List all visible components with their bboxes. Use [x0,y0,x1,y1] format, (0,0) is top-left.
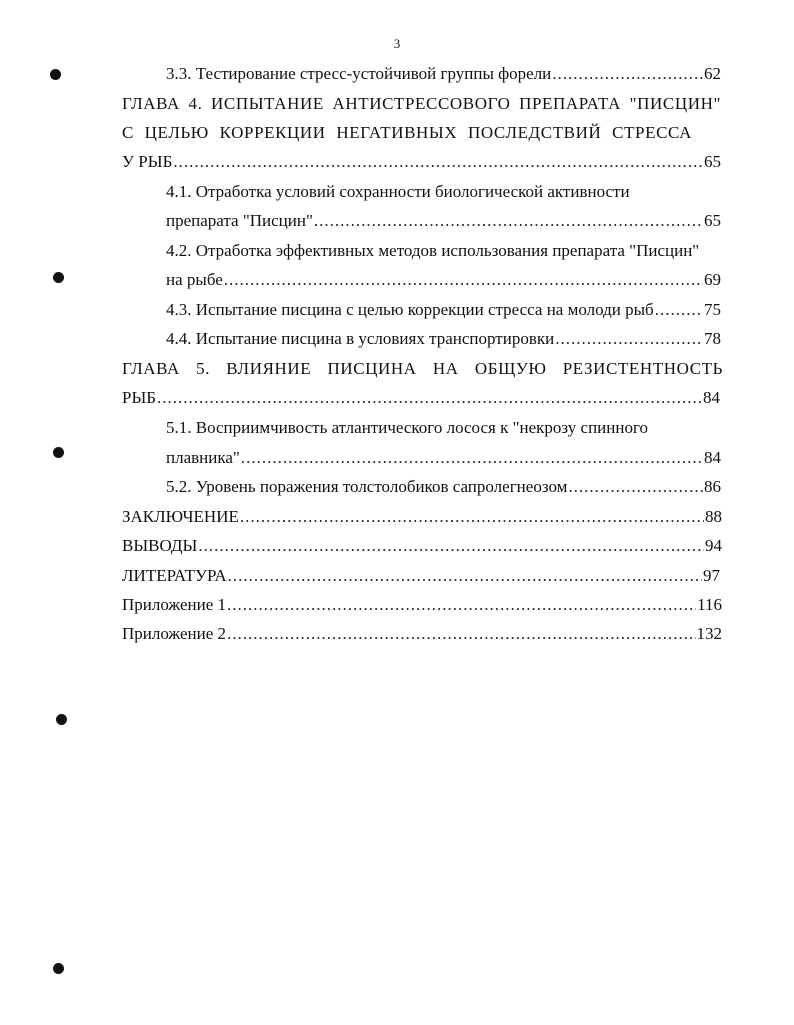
toc-entry-page: 97 [703,566,720,585]
leader-dots [224,269,703,291]
toc-entry-title: РЫБ [122,388,157,407]
toc-entry-title: 4.3. Испытание писцина с целью коррекции стресса на молоди рыб [166,300,654,319]
toc-chapter-5-line2[interactable] [122,387,720,409]
toc-chapter-4-line1[interactable]: ГЛАВА 4. ИСПЫТАНИЕ АНТИСТРЕССОВОГО ПРЕПАРАТА "ПИСЦИН" [122,94,721,113]
leader-dots [198,535,704,557]
toc-chapter-4-line2[interactable]: С ЦЕЛЬЮ КОРРЕКЦИИ НЕГАТИВНЫХ ПОСЛЕДСТВИЙ СТРЕССА [122,123,692,142]
leader-dots [227,623,696,645]
leader-dots [568,476,703,498]
toc-entry-title: ВЫВОДЫ [122,536,198,555]
toc-entry-4-4[interactable] [166,328,721,350]
toc-entry-page: 86 [704,477,721,496]
toc-entry-findings[interactable] [122,535,722,557]
toc-entry-5-2[interactable] [166,476,721,498]
toc-chapter-4-line3[interactable] [122,151,721,173]
leader-dots [157,387,702,409]
toc-entry-page: 78 [704,329,721,348]
toc-entry-3-3[interactable] [166,63,721,85]
toc-entry-title: плавника" [166,448,240,467]
toc-entry-page: 75 [704,300,721,319]
toc-entry-title: препарата "Писцин" [166,211,313,230]
toc-entry-5-1-line1[interactable]: 5.1. Восприимчивость атлантического лосося к "некрозу спинного [166,418,649,437]
toc-entry-appendix-2[interactable] [122,623,722,645]
leader-dots [555,328,703,350]
toc-entry-page: 65 [704,152,721,171]
toc-entry-title: ЗАКЛЮЧЕНИЕ [122,507,239,526]
leader-dots [241,447,703,469]
leader-dots [173,151,703,173]
toc-entry-5-1-line2[interactable] [166,447,721,469]
toc-entry-title: 3.3. Тестирование стресс-устойчивой группы форели [166,64,552,83]
toc-entry-page: 94 [705,536,722,555]
toc-entry-page: 116 [697,595,722,614]
toc-entry-page: 69 [704,270,721,289]
leader-dots [227,594,696,616]
toc-entry-page: 84 [703,388,720,407]
toc-entry-appendix-1[interactable] [122,594,722,616]
toc-entry-page: 84 [704,448,721,467]
toc-entry-title: У РЫБ [122,152,173,171]
leader-dots [552,63,703,85]
toc-entry-4-1-line2[interactable] [166,210,721,232]
leader-dots [228,565,702,587]
toc-entry-title: Приложение 1 [122,595,226,614]
toc-entry-title: 4.4. Испытание писцина в условиях транспортировки [166,329,555,348]
toc-entry-page: 88 [705,507,722,526]
toc-entry-title: на рыбе [166,270,223,289]
toc-entry-title: ЛИТЕРАТУРА [122,566,227,585]
toc-entry-page: 132 [696,624,722,643]
toc-entry-4-2-line1[interactable]: 4.2. Отработка эффективных методов использования препарата "Писцин" [166,241,700,260]
toc-entry-title: Приложение 2 [122,624,226,643]
page-number: 3 [393,36,401,51]
toc-entry-literature[interactable] [122,565,720,587]
leader-dots [655,299,703,321]
leader-dots [314,210,703,232]
toc-entry-4-3[interactable] [166,299,721,321]
leader-dots [240,506,704,528]
toc-entry-page: 65 [704,211,721,230]
toc-chapter-5-line1[interactable]: ГЛАВА 5. ВЛИЯНИЕ ПИСЦИНА НА ОБЩУЮ РЕЗИСТЕНТНОСТЬ [122,359,723,378]
toc-entry-4-1-line1[interactable]: 4.1. Отработка условий сохранности биологической активности [166,182,630,201]
toc-entry-title: 5.2. Уровень поражения толстолобиков сапролегнеозом [166,477,568,496]
toc-entry-page: 62 [704,64,721,83]
toc-entry-4-2-line2[interactable] [166,269,721,291]
toc-entry-conclusion[interactable] [122,506,722,528]
